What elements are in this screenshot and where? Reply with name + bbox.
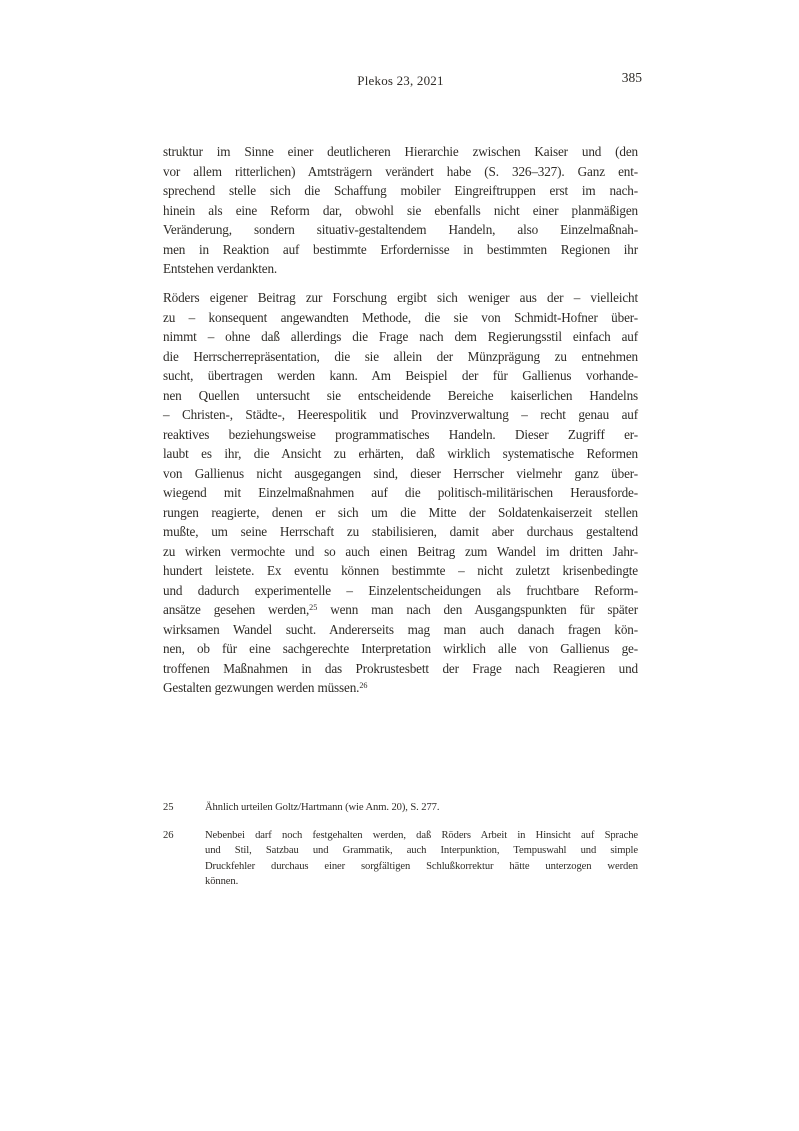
text-line: Ähnlich urteilen Goltz/Hartmann (wie Anm. 20), S. 277. [205, 802, 440, 813]
text-line: zu – konsequent angewandten Methode, die sie von Schmidt-Hofner über- [163, 309, 638, 325]
text-line: vor allem ritterlichen) Amtsträgern verändert habe (S. 326–327). Ganz ent- [163, 163, 638, 179]
text-line: nen, ob für eine sachgerechte Interpretation wirklich alle von Gallienus ge- [163, 641, 638, 656]
text-line: ansätze gesehen werden,$^{25}$ wenn man nach den Ausgangspunkten für später [163, 602, 638, 617]
text-line: – Christen-, Städte-, Heerespolitik und Provinzverwaltung – recht genau auf [163, 407, 638, 422]
text-line: von Gallienus nicht ausgegangen sind, dieser Herrscher vielmehr ganz über- [163, 465, 638, 481]
footnote-text [205, 828, 638, 890]
footnote-ref: 26 [359, 681, 368, 691]
text-line: Entstehen verdankten. [163, 261, 278, 276]
footnote [163, 800, 638, 816]
text-line: hundert leistete. Ex eventu können bestimmte – nicht zuletzt krisenbedingte [163, 563, 638, 578]
text-line: wirksamen Wandel sucht. Andererseits mag man auch danach fragen kön- [163, 621, 638, 637]
footnote-number: 25 [163, 802, 174, 813]
running-head [163, 70, 642, 91]
text-line: Gestalten gezwungen werden müssen.$^{26}$ [163, 680, 368, 695]
text-line: sprechend stelle sich die Schaffung mobiler Eingreiftruppen erst im nach- [163, 183, 638, 198]
footnote [163, 828, 638, 890]
text-line: Röders eigener Beitrag zur Forschung ergibt sich weniger aus der – vielleicht [163, 290, 638, 305]
footnotes [163, 800, 638, 902]
text-line: nen Quellen untersucht sie entscheidende Bereiche kaiserlichen Handelns [163, 387, 638, 403]
text-line: Veränderung, sondern situativ-gestaltendem Handeln, also Einzelmaßnah- [163, 222, 638, 237]
footnote-number: 26 [163, 829, 174, 841]
paragraph [163, 142, 638, 279]
page-number: 385 [621, 70, 642, 85]
text-line: die Herrscherrepräsentation, die sie allein der Münzprägung zu entnehmen [163, 348, 638, 364]
text-line: struktur im Sinne einer deutlicheren Hierarchie zwischen Kaiser und (den [163, 144, 638, 159]
journal-title: Plekos 23, 2021 [357, 73, 444, 88]
text-line: troffenen Maßnahmen in das Prokrustesbett der Frage nach Reagieren und [163, 660, 638, 676]
text-line: reaktives beziehungsweise programmatisches Handeln. Dieser Zugriff er- [163, 426, 638, 442]
paragraph [163, 288, 638, 698]
body-text [163, 142, 638, 707]
text-line: nimmt – ohne daß allerdings die Frage nach dem Regierungsstil einfach auf [163, 329, 638, 344]
text-line: mußte, um seine Herrschaft zu stabilisieren, damit aber durchaus gestaltend [163, 524, 638, 539]
text-line: Nebenbei darf noch festgehalten werden, daß Röders Arbeit in Hinsicht auf Sprache [205, 829, 638, 841]
text-line: rungen reagierte, denen er sich um die Mitte der Soldatenkaiserzeit stellen [163, 504, 638, 520]
text-line: laubt es ihr, die Ansicht zu erhärten, daß wirklich systematische Reformen [163, 446, 638, 461]
text-line: men in Reaktion auf bestimmte Erfordernisse in bestimmten Regionen ihr [163, 241, 638, 257]
text-line: zu wirken vermochte und so auch einen Beitrag zum Wandel im dritten Jahr- [163, 543, 638, 559]
text-line: und dadurch experimentelle – Einzelentscheidungen als fruchtbare Reform- [163, 582, 638, 598]
text-line: können. [205, 876, 239, 888]
footnote-text [205, 800, 638, 816]
text-line: und Stil, Satzbau und Grammatik, auch Interpunktion, Tempuswahl und simple [205, 845, 638, 857]
text-line: sucht, übertragen werden kann. Am Beispiel der für Gallienus vorhande- [163, 368, 638, 383]
text-line: Druckfehler durchaus einer sorgfältigen Schlußkorrektur hätte unterzogen werden [205, 860, 638, 872]
footnote-ref: 25 [309, 603, 318, 613]
text-line: hinein als eine Reform dar, obwohl sie ebenfalls nicht einer planmäßigen [163, 202, 638, 218]
text-line: wiegend mit Einzelmaßnahmen auf die politisch-militärischen Herausforde- [163, 485, 638, 500]
